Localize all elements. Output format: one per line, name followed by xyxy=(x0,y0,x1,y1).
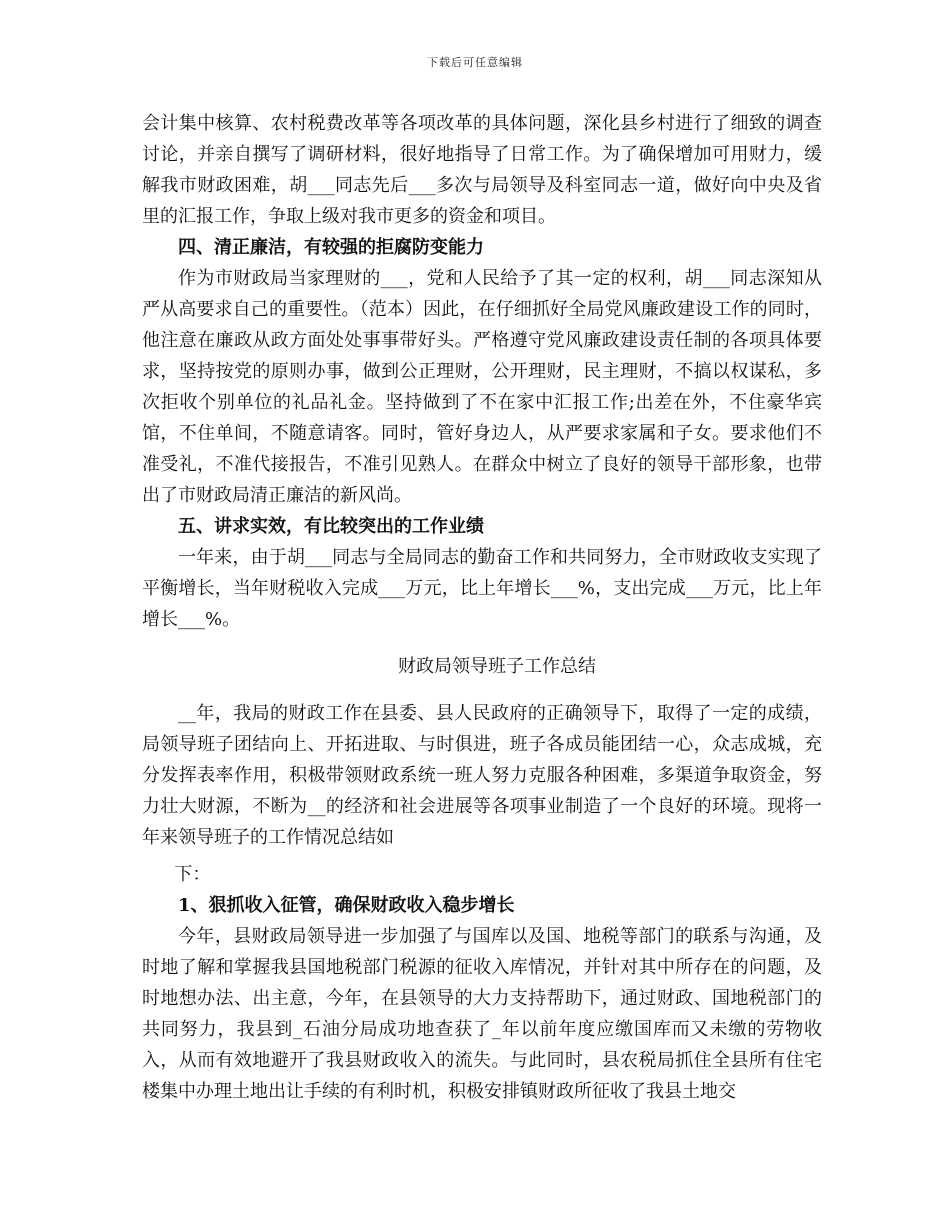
document-title: 财政局领导班子工作总结 xyxy=(398,656,596,677)
page-header: 下载后可任意编辑 xyxy=(427,56,523,69)
section-heading-5: 五、讲求实效，有比较突出的工作业绩 xyxy=(178,516,484,537)
paragraph-5: 今年，县财政局领导进一步加强了与国库以及国、地税等部门的联系与沟通，及时地了解和掌握我县国地税部门税源的征收入库情况，并针对其中所存在的问题，及时地想办法、出主意，今年，在县领导的大力支持帮助下，通过财政、国地税部门的共同努力，我县到_石油分局成功地查获了_年以前年度应缴国库而又未缴的劳物收入，从而有效地避开了我县财政收入的流失。与此同时，县农税局抓住全县所有住宅楼集中办理土地出让手续的有利时机，积极安排镇财政所征收了我县土地交 xyxy=(142,926,822,1102)
paragraph-3: 一年来，由于胡___同志与全局同志的勤奋工作和共同努力，全市财政收支实现了平衡增长，当年财税收入完成___万元，比上年增长___%，支出完成___万元，比上年增长___%。 xyxy=(142,547,822,630)
section-heading-4: 四、清正廉洁，有较强的拒腐防变能力 xyxy=(178,237,484,258)
section-heading-1: 1、狠抓收入征管，确保财政收入稳步增长 xyxy=(178,895,515,916)
paragraph-4: __年，我局的财政工作在县委、县人民政府的正确领导下，取得了一定的成绩，局领导班子团结向上、开拓进取、与时俱进，班子各成员能团结一心，众志成城，充分发挥表率作用，积极带领财政系统一班人努力克服各种困难，多渠道争取资金，努力壮大财源，不断为__的经济和社会进展等各项事业制造了一个良好的环境。现将一年来领导班子的工作情况总结如 xyxy=(142,703,822,848)
paragraph-1: 会计集中核算、农村税费改革等各项改革的具体问题，深化县乡村进行了细致的调查讨论，并亲自撰写了调研材料，很好地指导了日常工作。为了确保增加可用财力，缓解我市财政困难，胡___同志先后___多次与局领导及科室同志一道，做好向中央及省里的汇报工作，争取上级对我市更多的资金和项目。 xyxy=(142,113,822,227)
paragraph-4-tail: 下： xyxy=(174,864,211,885)
document-body xyxy=(142,108,822,1107)
paragraph-2: 作为市财政局当家理财的___，党和人民给予了其一定的权利，胡___同志深知从严从高要求自己的重要性。（范本）因此，在仔细抓好全局党风廉政建设工作的同时，他注意在廉政从政方面处处事事带好头。严格遵守党风廉政建设责任制的各项具体要求，坚持按党的原则办事，做到公正理财，公开理财，民主理财，不搞以权谋私，多次拒收个别单位的礼品礼金。坚持做到了不在家中汇报工作;出差在外，不住豪华宾馆，不住单间，不随意请客。同时，管好身边人，从严要求家属和子女。要求他们不准受礼，不准代接报告，不准引见熟人。在群众中树立了良好的领导干部形象，也带出了市财政局清正廉洁的新风尚。 xyxy=(142,268,822,506)
